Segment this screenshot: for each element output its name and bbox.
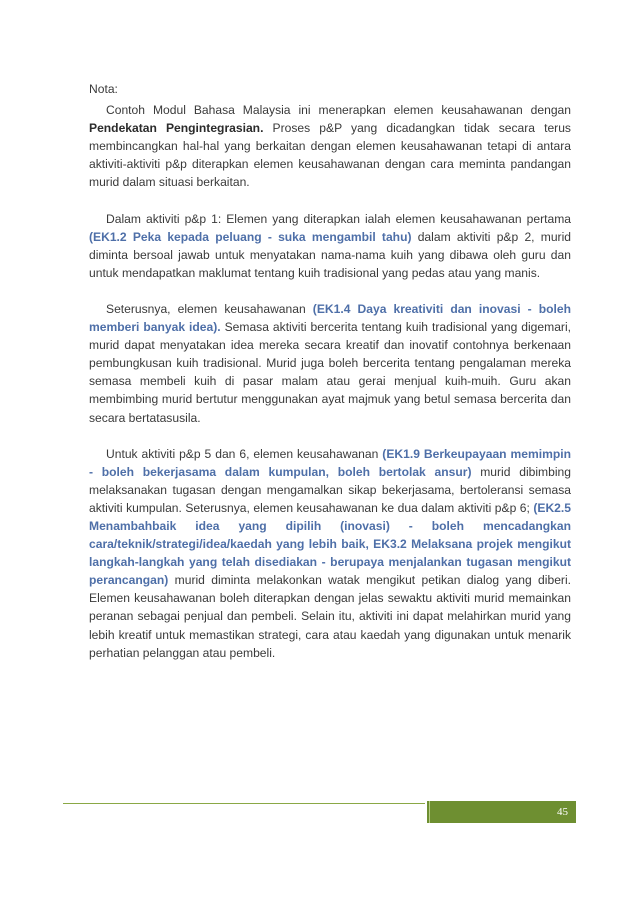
paragraph-1-text-c: Proses p&P yang dicadangkan tidak secara terus membincangkan hal-hal yang berkaitan dengan elemen keusahawanan tetapi di antara aktiviti-aktiviti p&p diterapkan elemen keusahawanan dengan cara meminta pandangan murid dalam situasi berkaitan. [89, 121, 571, 190]
page-number-box [425, 801, 576, 823]
paragraph-2-text-a: Dalam aktiviti p&p 1: Elemen yang diterapkan ialah elemen keusahawanan pertama [106, 211, 571, 226]
paragraph-1-bold: Pendekatan Pengintegrasian. [89, 121, 264, 136]
paragraph-2-ek-highlight: (EK1.2 Peka kepada peluang - suka mengambil tahu) [89, 229, 412, 244]
paragraph-2-text-c: dalam aktiviti p&p 2, murid diminta bersoal jawab untuk menyatakan nama-nama kuih yang dibawa oleh guru dan untuk mendapatkan maklumat tentang kuih tradisional yang pedas atau yang manis. [89, 229, 571, 280]
paragraph-4-ek-highlight-1: (EK1.9 Berkeupayaan memimpin - boleh bekerjasama dalam kumpulan, boleh bertolak ansur) [89, 446, 571, 479]
paragraph-1-text-a: Contoh Modul Bahasa Malaysia ini menerapkan elemen keusahawanan dengan [106, 103, 571, 118]
paragraph-4-text-b: murid dibimbing melaksanakan tugasan dengan mengamalkan sikap bekerjasama, bertoleransi semasa aktiviti kumpulan. Seterusnya, elemen keusahawanan ke dua dalam aktiviti p&p 6; [89, 464, 571, 515]
paragraph-4 [89, 445, 571, 662]
document-body [89, 80, 571, 680]
note-heading: Nota: [89, 82, 118, 96]
paragraph-3-text-a: Seterusnya, elemen keusahawanan [106, 301, 313, 316]
paragraph-3-text-c: Semasa aktiviti bercerita tentang kuih tradisional yang digemari, murid dapat menyatakan idea mereka secara kreatif dan inovatif contohnya berkenaan pembungkusan kuih tradisional. Murid juga boleh bercerita tentang pengalaman mereka semasa membeli kuih di pasar malam atau gerai menjual kuih-muih. Guru akan membimbing murid bertutur menggunakan ayat majmuk yang betul semasa bercerita dan secara bertatasusila. [89, 320, 571, 425]
paragraph-3 [89, 300, 571, 427]
footer-rule [63, 803, 425, 804]
paragraph-4-text-c: murid diminta melakonkan watak mengikut petikan dialog yang diberi. Elemen keusahawanan boleh diterapkan dengan jelas sewaktu aktiviti murid memainkan peranan sebagai penjual dan pembeli. Selain itu, aktiviti ini dapat melahirkan murid yang lebih kreatif untuk memastikan strategi, cara atau kaedah yang digunakan untuk menarik perhatian pelanggan atau pembeli. [89, 573, 571, 660]
paragraph-3-ek-highlight: (EK1.4 Daya kreativiti dan inovasi - boleh memberi banyak idea). [89, 301, 571, 335]
paragraph-2 [89, 210, 571, 282]
paragraph-4-ek-highlight-2: (EK2.5 Menambahbaik idea yang dipilih (inovasi) - boleh mencadangkan cara/teknik/strategi/idea/kaedah yang lebih baik, EK3.2 Melaksana projek mengikut langkah-langkah yang telah disediakan - berupaya menjalankan tugasan mengikut perancangan) [89, 500, 571, 588]
page-number: 45 [557, 806, 568, 818]
paragraph-1 [89, 101, 571, 191]
paragraph-4-text-a: Untuk aktiviti p&p 5 dan 6, elemen keusahawanan [106, 446, 383, 461]
